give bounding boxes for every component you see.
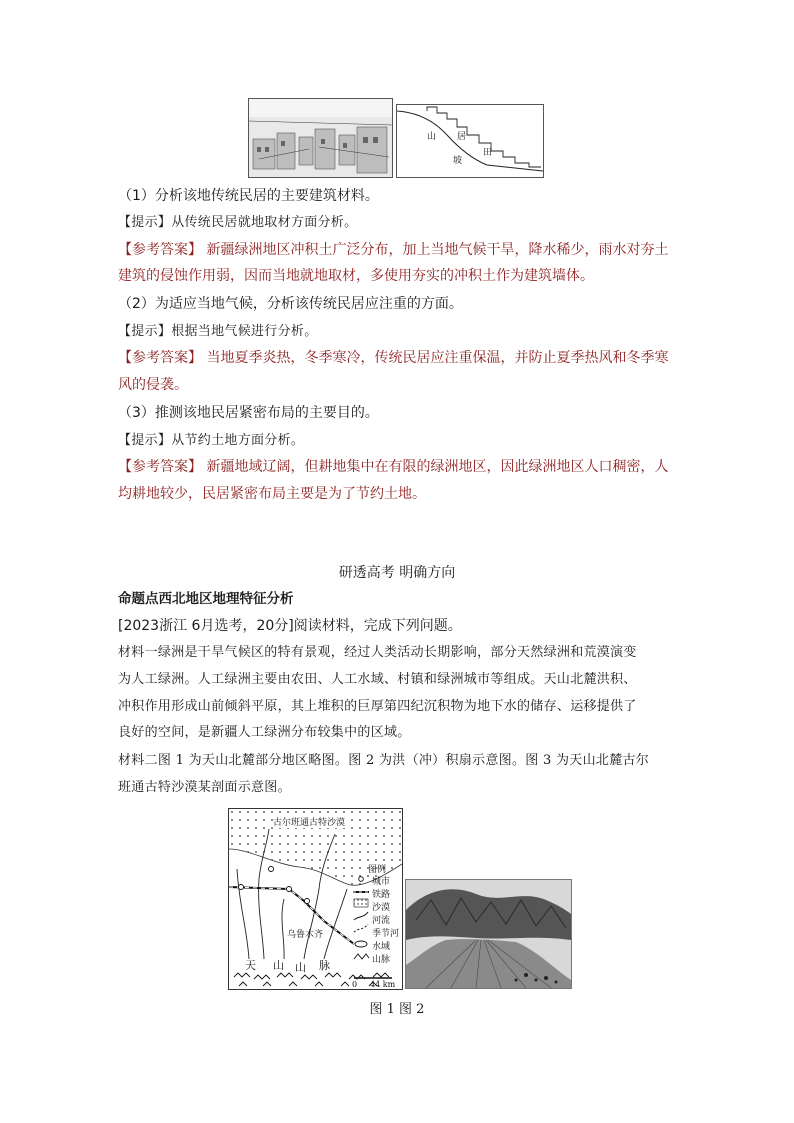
terrace-profile-diagram [396,104,544,178]
figure-caption: 图 1 图 2 [369,1002,425,1017]
q3-answer-line2: 均耕地较少，民居紧密布局主要是为了节约土地。 [118,486,426,502]
q3-hint-tag: 【提示】 [118,433,172,448]
q3-answer-text1: 新疆地域辽阔，但耕地集中在有限的绿洲地区，因此绿洲地区人口稠密，人 [206,459,669,475]
map-city-urumqi: 乌鲁木齐 [287,930,324,940]
q2-hint-tag: 【提示】 [118,324,172,339]
map-mountain-char3: 山 [295,961,306,974]
legend-item-river: 河流 [372,916,391,926]
q2-question: （2）为适应当地气候，分析该传统民居应注重的方面。 [118,296,463,312]
q2-answer-tag: 【参考答案】 [118,350,202,366]
legend-item-water: 水域 [372,942,391,952]
q3-hint [118,430,304,451]
material1-line4: 良好的空间，是新疆人工绿洲分布较集中的区域。 [118,725,411,740]
legend-item-city: 城市 [372,877,391,887]
q2-answer-line2: 风的侵袭。 [118,377,188,393]
alluvial-fan-illustration [405,879,572,989]
q1-hint [118,212,357,233]
profile-label-residence: 居 [457,132,467,142]
material1-line2: 为人工绿洲。人工绿洲主要由农田、人工水域、村镇和绿洲城市等组成。天山北麓洪积、 [118,672,637,687]
legend-item-seasonal-river: 季节河 [372,929,400,939]
q3-question: （3）推测该地民居紧密布局的主要目的。 [118,405,379,421]
q2-hint [118,321,318,342]
q1-hint-tag: 【提示】 [118,215,172,230]
material1-line1: 材料一绿洲是干旱气候区的特有景观，经过人类活动长期影响，部分天然绿洲和荒漠演变 [118,645,637,660]
profile-label-mountain: 山 [427,132,437,142]
material2-line1: 材料二图 1 为天山北麓部分地区略图。图 2 为洪（冲）积扇示意图。图 3 为天山北麓古尔 [118,753,650,768]
q2-answer-text1: 当地夏季炎热，冬季寒冷，传统民居应注重保温，并防止夏季热风和冬季寒 [206,350,669,366]
legend-item-railway: 铁路 [372,890,391,900]
legend-title: 图例 [368,865,387,875]
profile-label-slope: 坡 [453,156,463,166]
section-title: 研透高考 明确方向 [338,565,456,581]
q2-hint-text: 根据当地气候进行分析。 [171,324,318,339]
village-photo [248,98,393,178]
material2-line2: 班通古特沙漠某剖面示意图。 [118,780,291,795]
q1-answer-tag: 【参考答案】 [118,242,202,258]
q1-hint-text: 从传统民居就地取材方面分析。 [171,215,358,230]
map-desert-name: 古尔班通古特沙漠 [273,815,345,828]
map-mountain-char1: 天 [245,959,256,972]
map-mountain-char4: 脉 [319,959,330,972]
q3-answer-tag: 【参考答案】 [118,459,202,475]
q1-question: （1）分析该地传统民居的主要建筑材料。 [118,188,379,204]
material1-line3: 冲积作用形成山前倾斜平原，其上堆积的巨厚第四纪沉积物为地下水的储存、运移提供了 [118,699,637,714]
scale-start: 0 [352,980,358,989]
q3-hint-text: 从节约土地方面分析。 [171,433,305,448]
q1-answer-text1: 新疆绿洲地区冲积土广泛分布，加上当地气候干旱，降水稀少，雨水对夯土 [206,242,669,258]
map-mountain-char2: 山 [273,959,284,972]
scale-end: 44 km [370,980,396,989]
section-topic: 命题点西北地区地理特征分析 [118,591,294,607]
map-scale-bar [352,976,402,990]
q1-answer-line2: 建筑的侵蚀作用弱，因而当地就地取材，多使用夯实的冲积土作为建筑墙体。 [118,268,594,284]
map-legend [352,862,402,982]
section-source: [2023浙江 6月选考，20分]阅读材料，完成下列问题。 [118,618,462,634]
profile-label-field: 田 [483,148,493,158]
q3-answer-line1 [118,457,668,477]
q2-answer-line1 [118,348,668,368]
q1-answer-line1 [118,240,668,260]
legend-item-desert: 沙漠 [372,903,391,913]
legend-item-mountain: 山脉 [372,955,391,965]
